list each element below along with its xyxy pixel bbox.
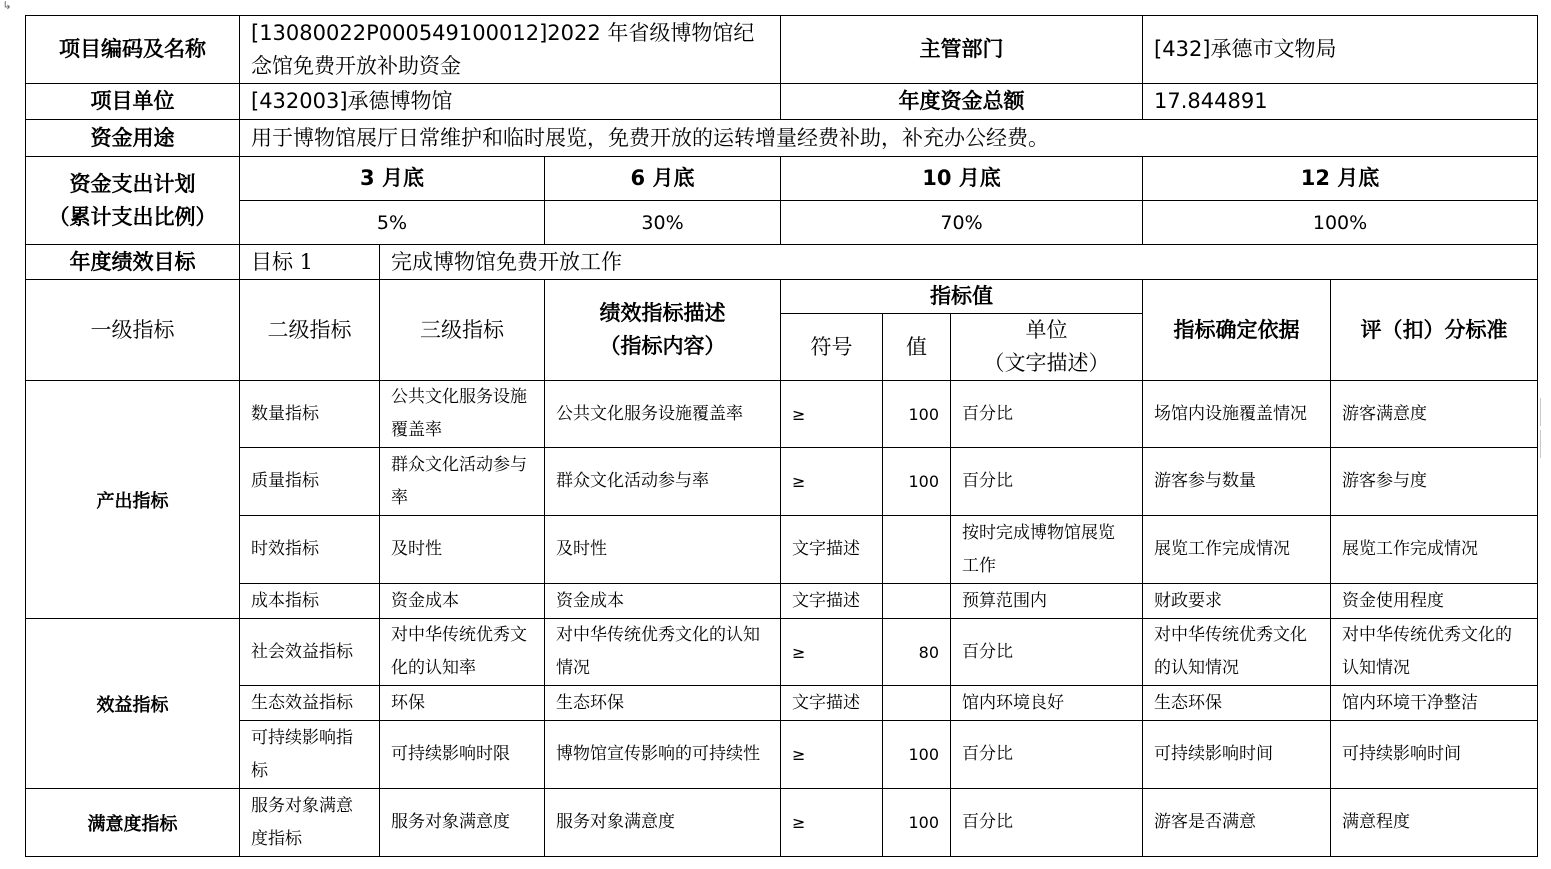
cell-symbol: ≥ — [781, 448, 883, 516]
header-value: 值 — [883, 314, 951, 381]
cell-score: 对中华传统优秀文化的认知情况 — [1331, 619, 1538, 686]
cell-score: 可持续影响时间 — [1331, 721, 1538, 789]
cell-desc: 群众文化活动参与率 — [545, 448, 781, 516]
performance-table — [25, 15, 1538, 857]
header-level2: 二级指标 — [240, 280, 380, 381]
cell-basis: 生态环保 — [1143, 686, 1331, 721]
cell-desc: 服务对象满意度 — [545, 789, 781, 857]
table-row — [26, 448, 1538, 516]
table-row — [26, 686, 1538, 721]
goal-id: 目标 1 — [240, 245, 380, 280]
cell-score: 游客满意度 — [1331, 381, 1538, 448]
cell-symbol: ≥ — [781, 381, 883, 448]
dept-label: 主管部门 — [781, 16, 1143, 84]
cell-basis: 对中华传统优秀文化的认知情况 — [1143, 619, 1331, 686]
cell-desc: 及时性 — [545, 516, 781, 584]
header-desc-line1: 绩效指标描述 — [599, 301, 726, 325]
cell-symbol: ≥ — [781, 619, 883, 686]
plan-ratio-q4: 100% — [1143, 201, 1538, 245]
use-value: 用于博物馆展厅日常维护和临时展览，免费开放的运转增量经费补助，补充办公经费。 — [240, 120, 1538, 157]
cell-l2: 生态效益指标 — [240, 686, 380, 721]
cell-l3: 公共文化服务设施覆盖率 — [380, 381, 545, 448]
category-benefit: 效益指标 — [26, 619, 240, 789]
plan-label — [26, 157, 240, 245]
right-edge-marker — [1540, 398, 1551, 426]
header-value-group: 指标值 — [781, 280, 1143, 314]
plan-ratio-q2: 30% — [545, 201, 781, 245]
cell-value — [883, 584, 951, 619]
table-row — [26, 721, 1538, 789]
cell-score: 展览工作完成情况 — [1331, 516, 1538, 584]
table-row — [26, 584, 1538, 619]
cell-l2: 时效指标 — [240, 516, 380, 584]
cell-value: 100 — [883, 448, 951, 516]
total-value: 17.844891 — [1143, 84, 1538, 120]
cell-desc: 对中华传统优秀文化的认知情况 — [545, 619, 781, 686]
plan-label-line1: 资金支出计划 — [69, 171, 196, 196]
cell-desc: 资金成本 — [545, 584, 781, 619]
cell-unit: 百分比 — [951, 789, 1143, 857]
plan-ratio-q1: 5% — [240, 201, 545, 245]
cell-value: 80 — [883, 619, 951, 686]
table-row — [26, 789, 1538, 857]
cell-l2: 可持续影响指标 — [240, 721, 380, 789]
cell-basis: 游客是否满意 — [1143, 789, 1331, 857]
cell-l3: 对中华传统优秀文化的认知率 — [380, 619, 545, 686]
cell-unit: 按时完成博物馆展览工作 — [951, 516, 1143, 584]
cell-symbol: ≥ — [781, 789, 883, 857]
category-satisfaction: 满意度指标 — [26, 789, 240, 857]
cell-unit: 馆内环境良好 — [951, 686, 1143, 721]
cell-l3: 群众文化活动参与率 — [380, 448, 545, 516]
header-desc — [545, 280, 781, 381]
table-row — [26, 381, 1538, 448]
cell-basis: 财政要求 — [1143, 584, 1331, 619]
header-desc-line2: （指标内容） — [599, 334, 726, 358]
dept-value: [432]承德市文物局 — [1143, 16, 1538, 84]
unit-row — [26, 84, 1538, 120]
cell-l3: 及时性 — [380, 516, 545, 584]
plan-period-q4: 12 月底 — [1143, 157, 1538, 201]
cell-unit: 百分比 — [951, 619, 1143, 686]
category-output: 产出指标 — [26, 381, 240, 619]
header-scoring: 评（扣）分标准 — [1331, 280, 1538, 381]
header-row-top — [26, 280, 1538, 314]
unit-value: [432003]承德博物馆 — [240, 84, 781, 120]
plan-period-row — [26, 157, 1538, 201]
cell-l2: 服务对象满意度指标 — [240, 789, 380, 857]
header-basis: 指标确定依据 — [1143, 280, 1331, 381]
unit-label: 项目单位 — [26, 84, 240, 120]
cell-l3: 可持续影响时限 — [380, 721, 545, 789]
cell-score: 资金使用程度 — [1331, 584, 1538, 619]
code-name-label: 项目编码及名称 — [26, 16, 240, 84]
cell-value — [883, 516, 951, 584]
plan-period-q1: 3 月底 — [240, 157, 545, 201]
cell-value — [883, 686, 951, 721]
cell-symbol: 文字描述 — [781, 516, 883, 584]
cell-value: 100 — [883, 721, 951, 789]
goal-row — [26, 245, 1538, 280]
header-symbol: 符号 — [781, 314, 883, 381]
plan-ratio-q3: 70% — [781, 201, 1143, 245]
cell-basis: 游客参与数量 — [1143, 448, 1331, 516]
cell-value: 100 — [883, 789, 951, 857]
goal-text: 完成博物馆免费开放工作 — [380, 245, 1538, 280]
cell-l2: 数量指标 — [240, 381, 380, 448]
cell-unit: 百分比 — [951, 448, 1143, 516]
goal-label: 年度绩效目标 — [26, 245, 240, 280]
cell-symbol: 文字描述 — [781, 584, 883, 619]
table-row — [26, 516, 1538, 584]
cell-desc: 博物馆宣传影响的可持续性 — [545, 721, 781, 789]
table-anchor-icon: ↳ — [2, 0, 12, 12]
use-row — [26, 120, 1538, 157]
header-unit — [951, 314, 1143, 381]
cell-l3: 资金成本 — [380, 584, 545, 619]
use-label: 资金用途 — [26, 120, 240, 157]
cell-basis: 场馆内设施覆盖情况 — [1143, 381, 1331, 448]
cell-unit: 百分比 — [951, 381, 1143, 448]
project-row — [26, 16, 1538, 84]
cell-desc: 公共文化服务设施覆盖率 — [545, 381, 781, 448]
cell-l2: 质量指标 — [240, 448, 380, 516]
cell-l3: 环保 — [380, 686, 545, 721]
plan-period-q3: 10 月底 — [781, 157, 1143, 201]
cell-unit: 预算范围内 — [951, 584, 1143, 619]
header-unit-line1: 单位 — [1025, 318, 1068, 342]
cell-symbol: 文字描述 — [781, 686, 883, 721]
total-label: 年度资金总额 — [781, 84, 1143, 120]
code-name-value: [13080022P000549100012]2022 年省级博物馆纪念馆免费开放补助资金 — [240, 16, 781, 84]
table-row — [26, 619, 1538, 686]
cell-score: 游客参与度 — [1331, 448, 1538, 516]
cell-l3: 服务对象满意度 — [380, 789, 545, 857]
cell-score: 馆内环境干净整洁 — [1331, 686, 1538, 721]
plan-ratio-row — [26, 201, 1538, 245]
cell-basis: 展览工作完成情况 — [1143, 516, 1331, 584]
cell-l2: 社会效益指标 — [240, 619, 380, 686]
right-edge-marker — [1540, 430, 1551, 458]
plan-label-line2: （累计支出比例） — [48, 204, 217, 229]
cell-l2: 成本指标 — [240, 584, 380, 619]
cell-unit: 百分比 — [951, 721, 1143, 789]
cell-desc: 生态环保 — [545, 686, 781, 721]
cell-score: 满意程度 — [1331, 789, 1538, 857]
header-level3: 三级指标 — [380, 280, 545, 381]
cell-symbol: ≥ — [781, 721, 883, 789]
plan-period-q2: 6 月底 — [545, 157, 781, 201]
header-unit-line2: （文字描述） — [983, 351, 1110, 375]
cell-basis: 可持续影响时间 — [1143, 721, 1331, 789]
cell-value: 100 — [883, 381, 951, 448]
header-level1: 一级指标 — [26, 280, 240, 381]
